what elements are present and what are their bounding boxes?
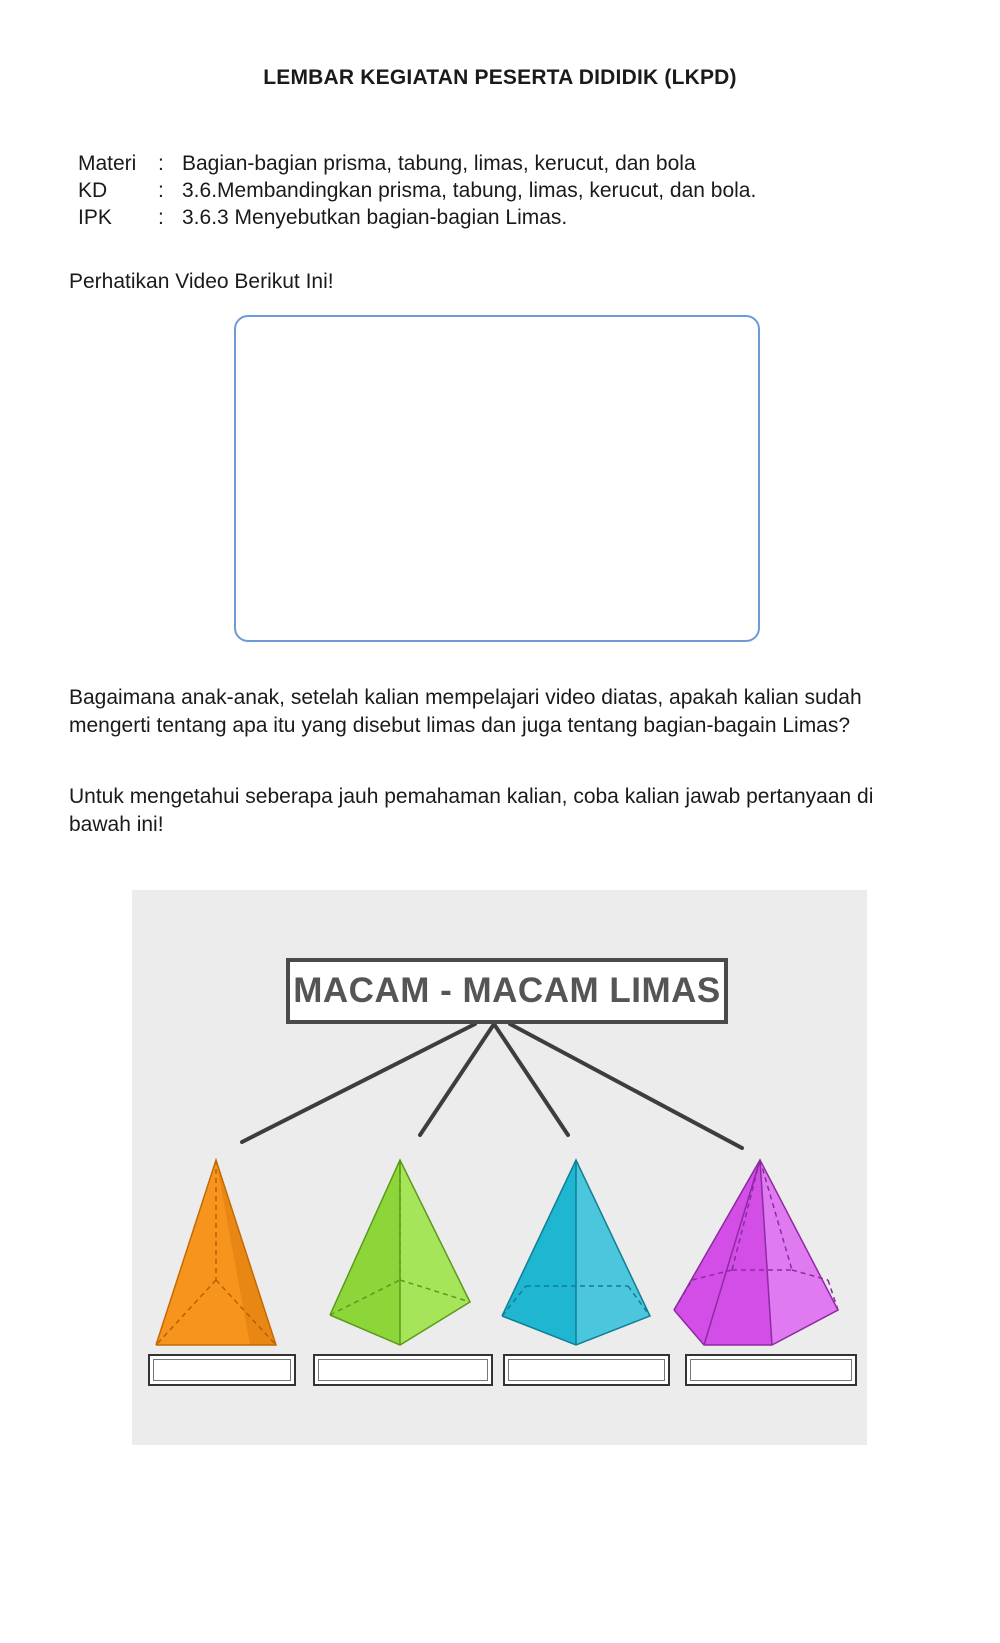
- meta-value: Bagian-bagian prisma, tabung, limas, kerucut, dan bola: [182, 152, 696, 175]
- paragraph-instruction: Untuk mengetahui seberapa jauh pemahaman kalian, coba kalian jawab pertanyaan di bawah ini!: [69, 785, 874, 836]
- answer-input-2[interactable]: [313, 1354, 493, 1386]
- square-pyramid-blue: [502, 1160, 650, 1345]
- video-player[interactable]: [234, 315, 760, 642]
- meta-colon: :: [158, 152, 164, 175]
- connector-lines: [242, 1024, 742, 1148]
- meta-key: IPK: [78, 206, 112, 229]
- hexagonal-pyramid: [674, 1160, 838, 1345]
- meta-value: 3.6.3 Menyebutkan bagian-bagian Limas.: [182, 206, 568, 229]
- video-instruction: Perhatikan Video Berikut Ini!: [69, 270, 334, 293]
- connector-line: [494, 1024, 568, 1135]
- meta-key: Materi: [78, 152, 137, 175]
- meta-key: KD: [78, 179, 108, 202]
- answer-input-3[interactable]: [503, 1354, 670, 1386]
- meta-colon: :: [158, 179, 164, 202]
- meta-row-kd: [78, 177, 756, 204]
- meta-row-ipk: [78, 204, 756, 231]
- triangular-pyramid: [156, 1160, 276, 1345]
- connector-line: [242, 1024, 475, 1142]
- paragraph-question-intro: Bagaimana anak-anak, setelah kalian mempelajari video diatas, apakah kalian sudah mengerti tentang apa itu yang disebut limas dan juga tentang bagian-bagain Limas?: [69, 686, 862, 737]
- pyramid-types-figure: [132, 890, 867, 1445]
- figure-title: MACAM - MACAM LIMAS: [286, 958, 728, 1024]
- answer-input-4[interactable]: [685, 1354, 857, 1386]
- meta-value: 3.6.Membandingkan prisma, tabung, limas, kerucut, dan bola.: [182, 179, 757, 202]
- connector-line: [420, 1024, 494, 1135]
- meta-row-materi: [78, 150, 756, 177]
- square-pyramid: [330, 1160, 470, 1345]
- answer-input-1[interactable]: [148, 1354, 296, 1386]
- meta-colon: :: [158, 206, 164, 229]
- meta-table: [78, 150, 756, 231]
- page-title: LEMBAR KEGIATAN PESERTA DIDIDIK (LKPD): [263, 66, 737, 89]
- connector-line: [510, 1024, 742, 1148]
